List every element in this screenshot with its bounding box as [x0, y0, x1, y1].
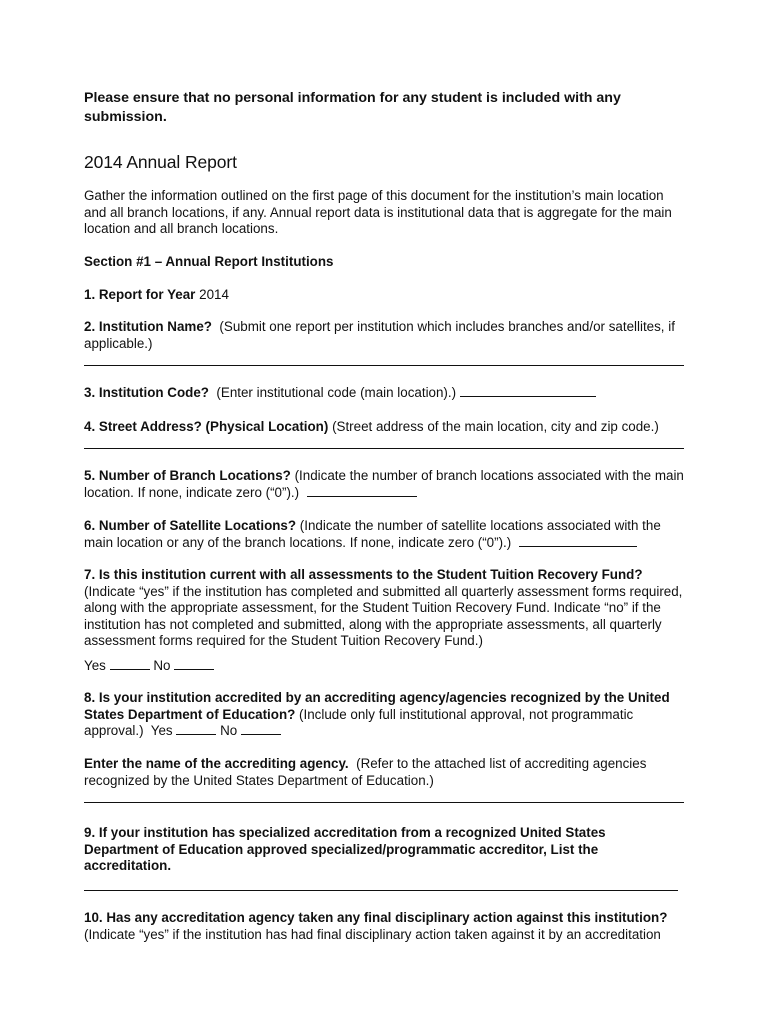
question-3-instructions: (Enter institutional code (main location).) [216, 385, 457, 400]
institution-code-blank[interactable] [460, 385, 596, 397]
page-title: 2014 Annual Report [84, 152, 237, 172]
accredited-yes-label: Yes [150, 723, 173, 739]
question-6-label: 6. Number of Satellite Locations? [84, 518, 297, 533]
question-8-instructions: (Include only full institutional approval, not programmatic approval.) [84, 706, 634, 739]
branch-count-blank[interactable] [307, 485, 417, 497]
satellite-count-blank[interactable] [519, 535, 637, 547]
question-10-label: 10. Has any accreditation agency taken any final disciplinary action against this institution? [84, 910, 668, 925]
question-6-instructions: (Indicate the number of satellite locations associated with the main location or any of the branch locations. If none, indicate zero (“0”).) [84, 518, 661, 550]
question-9 [84, 825, 644, 875]
accredited-no-label: No [220, 723, 238, 739]
stf-no-label: No [153, 658, 171, 673]
question-10 [84, 910, 696, 943]
accredited-no-blank[interactable] [241, 723, 281, 735]
question-3-label: 3. Institution Code? [84, 385, 209, 400]
stf-yes-blank[interactable] [110, 658, 150, 670]
accrediting-agency-line[interactable] [84, 802, 684, 803]
accrediting-agency-instructions: (Refer to the attached list of accrediting agencies recognized by the United States Department of Education.) [84, 756, 647, 788]
question-10-instructions: (Indicate “yes” if the institution has had final disciplinary action taken against it by an accreditation [84, 926, 661, 942]
accrediting-agency-label: Enter the name of the accrediting agency. [84, 756, 349, 771]
question-8 [84, 690, 688, 740]
question-9-label: 9. If your institution has specialized accreditation from a recognized United States Department of Education approved specialized/programmatic accreditor, List the accreditation. [84, 825, 606, 874]
institution-name-line[interactable] [84, 365, 684, 366]
section-heading: Section #1 – Annual Report Institutions [84, 254, 334, 269]
question-4-label: 4. Street Address? (Physical Location) [84, 419, 329, 434]
question-2-label: 2. Institution Name? [84, 319, 212, 334]
question-7 [84, 567, 694, 650]
stf-no-blank[interactable] [174, 658, 214, 670]
question-5-instructions: (Indicate the number of branch locations associated with the main location. If none, indicate zero (“0”).) [84, 468, 684, 500]
question-4 [84, 419, 694, 436]
question-3 [84, 385, 688, 402]
question-7-instructions: (Indicate “yes” if the institution has completed and submitted all quarterly assessment forms required, along with the appropriate assessment, for the Student Tuition Recovery Fund. Indicate “no” if the institution has not completed and submitted, along with the appropriate assessments, all quarterly assessment forms required for the Student Tuition Recovery Fund.) [84, 583, 683, 649]
street-address-line[interactable] [84, 448, 684, 449]
privacy-notice: Please ensure that no personal information for any student is included with any submission. [84, 90, 621, 125]
accrediting-agency-prompt [84, 756, 688, 789]
question-5-label: 5. Number of Branch Locations? [84, 468, 291, 483]
question-4-instructions: (Street address of the main location, city and zip code.) [332, 419, 659, 434]
intro-paragraph: Gather the information outlined on the first page of this document for the institution’s main location and all branch locations, if any. Annual report data is institutional data that is aggregate for the main location and all branch locations. [84, 188, 672, 237]
question-5 [84, 468, 688, 501]
question-1-label: 1. Report for Year [84, 287, 196, 302]
question-6 [84, 518, 692, 551]
question-7-label: 7. Is this institution current with all assessments to the Student Tuition Recovery Fund? [84, 567, 643, 582]
question-2 [84, 319, 688, 352]
stf-yes-label: Yes [84, 658, 106, 673]
question-7-answer [84, 658, 688, 675]
question-1 [84, 287, 688, 304]
specialized-accreditation-line[interactable] [84, 890, 678, 891]
accredited-yes-blank[interactable] [176, 723, 216, 735]
question-8-label: 8. Is your institution accredited by an accrediting agency/agencies recognized by the United States Department of Education? [84, 690, 670, 722]
question-2-instructions: (Submit one report per institution which includes branches and/or satellites, if applicable.) [84, 319, 675, 351]
report-year-value: 2014 [199, 287, 229, 302]
